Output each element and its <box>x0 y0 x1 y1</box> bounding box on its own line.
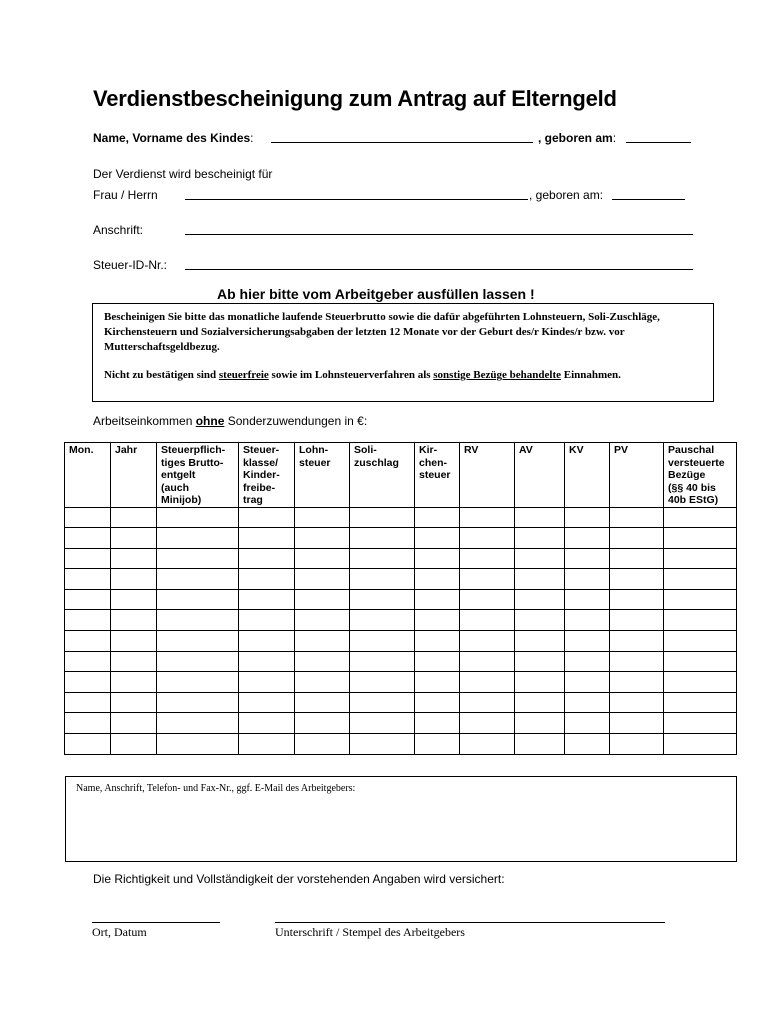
table-cell[interactable] <box>111 610 157 631</box>
table-cell[interactable] <box>610 651 664 672</box>
table-header-row <box>65 443 737 508</box>
table-cell[interactable] <box>239 610 295 631</box>
table-cell[interactable] <box>295 672 350 693</box>
table-cell[interactable] <box>65 692 111 713</box>
header-text: Steuerpflich- tiges Brutto- entgelt (auch Minijob) <box>161 444 226 506</box>
table-cell[interactable] <box>664 569 737 590</box>
place-date-label: Ort, Datum <box>92 925 147 939</box>
table-cell[interactable] <box>350 569 415 590</box>
table-cell[interactable] <box>295 713 350 734</box>
table-cell[interactable] <box>515 651 565 672</box>
table-cell[interactable] <box>111 651 157 672</box>
table-cell[interactable] <box>239 631 295 652</box>
table-row <box>65 713 737 734</box>
table-cell[interactable] <box>350 692 415 713</box>
place-date-field[interactable] <box>92 922 220 923</box>
table-row <box>65 528 737 549</box>
table-cell[interactable] <box>565 692 610 713</box>
table-cell[interactable] <box>239 569 295 590</box>
table-cell[interactable] <box>295 692 350 713</box>
table-cell[interactable] <box>239 713 295 734</box>
table-cell[interactable] <box>111 528 157 549</box>
table-cell[interactable] <box>460 651 515 672</box>
table-cell[interactable] <box>415 631 460 652</box>
table-cell[interactable] <box>664 548 737 569</box>
table-cell[interactable] <box>515 692 565 713</box>
table-cell[interactable] <box>415 692 460 713</box>
table-cell[interactable] <box>111 713 157 734</box>
table-cell[interactable] <box>515 548 565 569</box>
table-row <box>65 734 737 755</box>
table-row <box>65 651 737 672</box>
header-rv <box>460 443 515 508</box>
header-pv <box>610 443 664 508</box>
table-cell[interactable] <box>664 528 737 549</box>
table-cell[interactable] <box>65 672 111 693</box>
header-wage-tax <box>295 443 350 508</box>
table-cell[interactable] <box>664 631 737 652</box>
table-cell[interactable] <box>610 528 664 549</box>
table-cell[interactable] <box>565 528 610 549</box>
header-av <box>515 443 565 508</box>
header-flat-rate <box>664 443 737 508</box>
header-text: Steuer- klasse/ Kinder- freibe- trag <box>243 444 280 506</box>
table-cell[interactable] <box>350 672 415 693</box>
table-cell[interactable] <box>460 528 515 549</box>
child-birthdate-field[interactable] <box>626 142 691 143</box>
table-cell[interactable] <box>515 507 565 528</box>
table-cell[interactable] <box>295 610 350 631</box>
table-cell[interactable] <box>460 610 515 631</box>
header-gross <box>157 443 239 508</box>
table-cell[interactable] <box>157 528 239 549</box>
table-cell[interactable] <box>295 528 350 549</box>
table-cell[interactable] <box>295 631 350 652</box>
table-cell[interactable] <box>460 713 515 734</box>
table-cell[interactable] <box>460 589 515 610</box>
table-cell[interactable] <box>415 589 460 610</box>
table-cell[interactable] <box>610 692 664 713</box>
table-cell[interactable] <box>565 548 610 569</box>
table-cell[interactable] <box>664 589 737 610</box>
table-cell[interactable] <box>239 651 295 672</box>
table-cell[interactable] <box>239 528 295 549</box>
income-label-text: Arbeitseinkommen <box>93 414 196 428</box>
table-row <box>65 692 737 713</box>
table-row <box>65 548 737 569</box>
instructions-underlined-sonstige: sonstige Bezüge behandelte <box>433 369 562 381</box>
child-name-field[interactable] <box>271 142 533 143</box>
tax-id-label: Steuer-ID-Nr.: <box>93 258 168 272</box>
table-cell[interactable] <box>157 569 239 590</box>
table-cell[interactable] <box>565 713 610 734</box>
table-cell[interactable] <box>295 589 350 610</box>
page-title: Verdienstbescheinigung zum Antrag auf Elterngeld <box>93 86 617 111</box>
instructions-text: Einnahmen. <box>561 369 621 381</box>
income-label-ohne: ohne <box>195 414 225 428</box>
table-cell[interactable] <box>460 631 515 652</box>
table-cell[interactable] <box>460 692 515 713</box>
table-cell[interactable] <box>157 734 239 755</box>
header-tax-class <box>239 443 295 508</box>
table-cell[interactable] <box>664 507 737 528</box>
table-cell[interactable] <box>111 631 157 652</box>
table-cell[interactable] <box>111 672 157 693</box>
header-text: Kir- chen- steuer <box>419 444 451 481</box>
table-cell[interactable] <box>111 548 157 569</box>
child-name-line <box>93 131 254 145</box>
table-cell[interactable] <box>565 734 610 755</box>
table-cell[interactable] <box>295 734 350 755</box>
table-cell[interactable] <box>515 569 565 590</box>
table-cell[interactable] <box>157 651 239 672</box>
table-row <box>65 589 737 610</box>
income-label <box>93 414 367 428</box>
table-cell[interactable] <box>460 548 515 569</box>
header-church-tax <box>415 443 460 508</box>
address-field[interactable] <box>185 234 693 235</box>
table-cell[interactable] <box>350 610 415 631</box>
table-cell[interactable] <box>610 672 664 693</box>
header-kv <box>565 443 610 508</box>
table-cell[interactable] <box>65 569 111 590</box>
header-text: Soli- zuschlag <box>354 444 399 469</box>
header-soli <box>350 443 415 508</box>
table-cell[interactable] <box>295 569 350 590</box>
table-cell[interactable] <box>239 548 295 569</box>
table-cell[interactable] <box>350 631 415 652</box>
table-row <box>65 672 737 693</box>
table-cell[interactable] <box>65 651 111 672</box>
table-cell[interactable] <box>65 631 111 652</box>
table-cell[interactable] <box>65 713 111 734</box>
table-cell[interactable] <box>350 548 415 569</box>
table-cell[interactable] <box>610 589 664 610</box>
table-cell[interactable] <box>157 692 239 713</box>
table-cell[interactable] <box>565 569 610 590</box>
table-row <box>65 610 737 631</box>
table-cell[interactable] <box>239 507 295 528</box>
header-year <box>111 443 157 508</box>
table-cell[interactable] <box>65 610 111 631</box>
table-cell[interactable] <box>350 528 415 549</box>
table-cell[interactable] <box>460 672 515 693</box>
table-cell[interactable] <box>610 569 664 590</box>
table-cell[interactable] <box>565 610 610 631</box>
table-cell[interactable] <box>295 548 350 569</box>
header-text: Pauschal versteuerte Bezüge (§§ 40 bis 40b EStG) <box>668 444 725 506</box>
table-cell[interactable] <box>65 734 111 755</box>
table-cell[interactable] <box>295 651 350 672</box>
table-cell[interactable] <box>415 528 460 549</box>
instructions-text: Nicht zu bestätigen sind <box>104 369 219 381</box>
table-cell[interactable] <box>350 507 415 528</box>
person-birthdate-field[interactable] <box>612 199 685 200</box>
table-cell[interactable] <box>239 589 295 610</box>
table-cell[interactable] <box>111 734 157 755</box>
signature-label: Unterschrift / Stempel des Arbeitgebers <box>275 925 465 939</box>
child-name-label: Name, Vorname des Kindes <box>93 131 251 145</box>
table-cell[interactable] <box>111 589 157 610</box>
table-cell[interactable] <box>65 548 111 569</box>
table-cell[interactable] <box>415 507 460 528</box>
table-cell[interactable] <box>515 672 565 693</box>
table-cell[interactable] <box>515 589 565 610</box>
table-cell[interactable] <box>415 734 460 755</box>
table-cell[interactable] <box>350 713 415 734</box>
table-cell[interactable] <box>515 713 565 734</box>
header-month <box>65 443 111 508</box>
header-text: RV <box>464 444 479 456</box>
table-cell[interactable] <box>415 610 460 631</box>
table-cell[interactable] <box>65 528 111 549</box>
assurance-statement: Die Richtigkeit und Vollständigkeit der vorstehenden Angaben wird versichert: <box>93 872 505 886</box>
table-cell[interactable] <box>610 713 664 734</box>
table-cell[interactable] <box>460 734 515 755</box>
table-cell[interactable] <box>610 507 664 528</box>
table-cell[interactable] <box>610 734 664 755</box>
instructions-paragraph-1: Bescheinigen Sie bitte das monatliche laufende Steuerbrutto sowie die dafür abgeführten Lohnsteuern, Soli-Zuschläge, Kirchensteuern und Sozialversicherungsabgaben der letzten 12 Monate vor der Geburt des/r Kindes/r bzw. vor Mutterschaftsgeldbezug. <box>104 311 660 353</box>
table-cell[interactable] <box>350 734 415 755</box>
table-cell[interactable] <box>664 672 737 693</box>
child-born-label: , geboren am <box>538 131 613 145</box>
table-cell[interactable] <box>111 692 157 713</box>
table-cell[interactable] <box>565 672 610 693</box>
header-text: AV <box>519 444 533 456</box>
table-cell[interactable] <box>515 631 565 652</box>
table-cell[interactable] <box>239 672 295 693</box>
table-cell[interactable] <box>111 507 157 528</box>
table-cell[interactable] <box>664 713 737 734</box>
child-born-line <box>538 131 616 145</box>
income-label-text: Sonderzuwendungen in €: <box>224 414 368 428</box>
table-cell[interactable] <box>565 589 610 610</box>
instructions-box <box>92 303 714 402</box>
table-cell[interactable] <box>350 589 415 610</box>
instructions-paragraph-2 <box>104 368 704 383</box>
table-cell[interactable] <box>415 713 460 734</box>
table-cell[interactable] <box>415 569 460 590</box>
table-cell[interactable] <box>565 507 610 528</box>
employer-heading: Ab hier bitte vom Arbeitgeber ausfüllen lassen ! <box>217 286 535 302</box>
table-cell[interactable] <box>565 651 610 672</box>
table-cell[interactable] <box>610 631 664 652</box>
tax-id-field[interactable] <box>185 269 693 270</box>
table-cell[interactable] <box>239 734 295 755</box>
frau-herrn-label: Frau / Herrn <box>93 188 158 202</box>
table-cell[interactable] <box>610 548 664 569</box>
employer-info-box[interactable] <box>65 776 737 862</box>
table-cell[interactable] <box>350 651 415 672</box>
table-row <box>65 631 737 652</box>
header-text: Lohn- steuer <box>299 444 331 469</box>
table-cell[interactable] <box>157 631 239 652</box>
signature-field[interactable] <box>275 922 665 923</box>
table-cell[interactable] <box>515 610 565 631</box>
table-cell[interactable] <box>65 589 111 610</box>
instructions-text: sowie im Lohnsteuerverfahren als <box>268 369 434 381</box>
table-cell[interactable] <box>515 734 565 755</box>
table-cell[interactable] <box>415 672 460 693</box>
table-cell[interactable] <box>664 734 737 755</box>
header-text: PV <box>614 444 629 456</box>
instructions-underlined-steuerfreie: steuerfreie <box>218 369 269 381</box>
table-cell[interactable] <box>460 569 515 590</box>
table-cell[interactable] <box>664 651 737 672</box>
address-label: Anschrift: <box>93 223 144 237</box>
header-text: Mon. <box>69 444 94 456</box>
table-cell[interactable] <box>415 548 460 569</box>
table-cell[interactable] <box>295 507 350 528</box>
child-name-colon: : <box>250 131 254 145</box>
table-cell[interactable] <box>565 631 610 652</box>
table-cell[interactable] <box>415 651 460 672</box>
table-cell[interactable] <box>111 569 157 590</box>
earnings-table <box>64 442 737 755</box>
table-cell[interactable] <box>65 507 111 528</box>
table-cell[interactable] <box>157 589 239 610</box>
table-cell[interactable] <box>460 507 515 528</box>
table-cell[interactable] <box>664 610 737 631</box>
table-row <box>65 569 737 590</box>
table-row <box>65 507 737 528</box>
table-cell[interactable] <box>239 692 295 713</box>
table-cell[interactable] <box>157 672 239 693</box>
earnings-intro: Der Verdienst wird bescheinigt für <box>93 167 273 181</box>
header-text: KV <box>569 444 584 456</box>
child-born-colon: : <box>612 131 617 145</box>
employer-info-label: Name, Anschrift, Telefon- und Fax-Nr., ggf. E-Mail des Arbeitgebers: <box>76 783 356 794</box>
table-cell[interactable] <box>664 692 737 713</box>
person-name-field[interactable] <box>185 199 528 200</box>
person-born-label: , geboren am: <box>529 188 604 202</box>
table-cell[interactable] <box>157 507 239 528</box>
table-cell[interactable] <box>157 610 239 631</box>
table-cell[interactable] <box>610 610 664 631</box>
table-cell[interactable] <box>157 713 239 734</box>
header-text: Jahr <box>115 444 138 456</box>
table-cell[interactable] <box>157 548 239 569</box>
table-cell[interactable] <box>515 528 565 549</box>
